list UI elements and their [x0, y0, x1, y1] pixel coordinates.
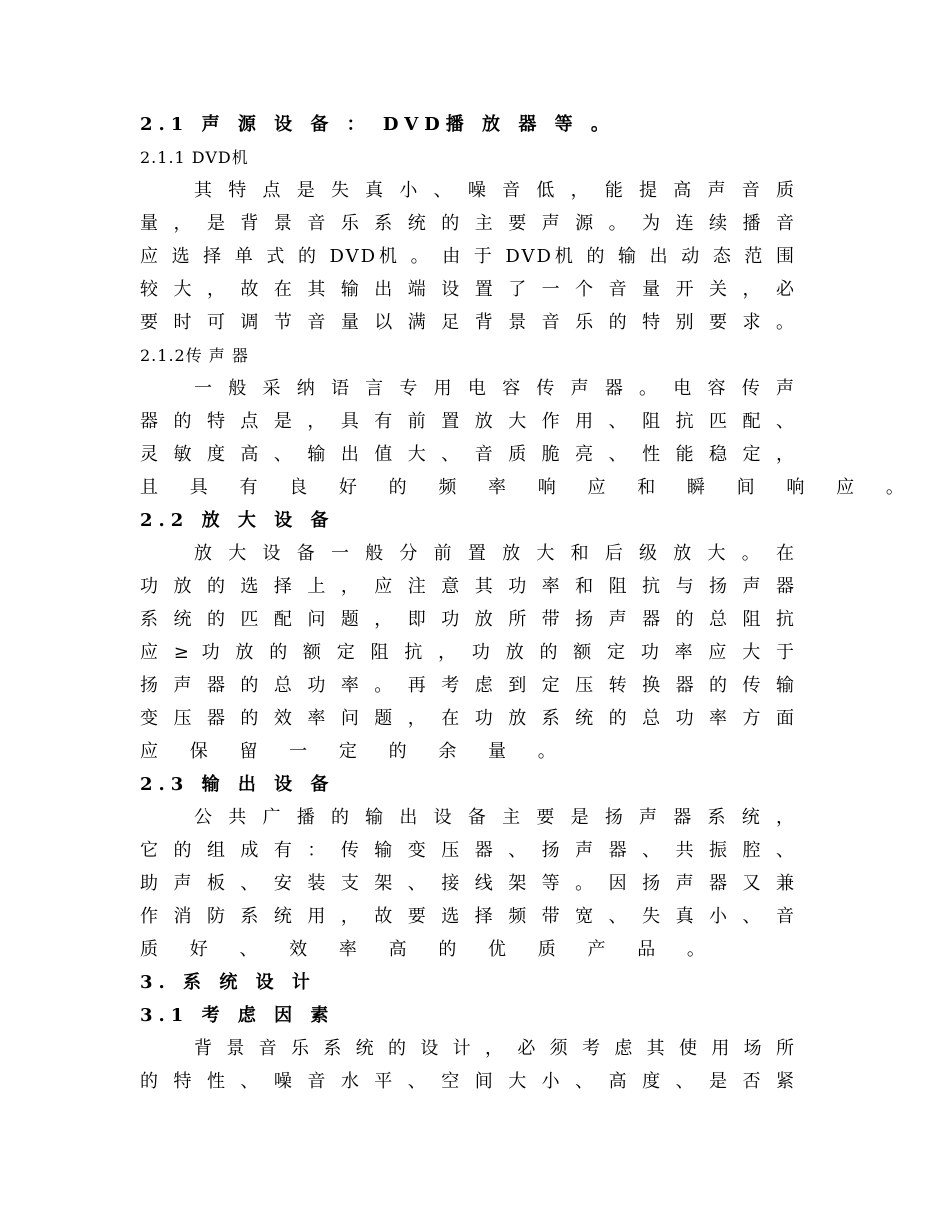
paragraph-line: 应 选 择 单 式 的 DVD机 。 由 于 DVD机 的 输 出 动 态 范 围 — [140, 246, 796, 267]
paragraph-line: 放 大 设 备 一 般 分 前 置 放 大 和 后 级 放 大 。 在 — [194, 543, 796, 564]
paragraph-line: 应 保 留 一 定 的 余 量 。 — [140, 741, 569, 762]
paragraph-line: 要 时 可 调 节 音 量 以 满 足 背 景 音 乐 的 特 别 要 求 。 — [140, 312, 796, 333]
heading-2-3: 2.3 输 出 设 备 — [140, 774, 335, 795]
paragraph-line: 变 压 器 的 效 率 问 题 ， 在 功 放 系 统 的 总 功 率 方 面 — [140, 708, 796, 729]
paragraph-line: 一 般 采 纳 语 言 专 用 电 容 传 声 器 。 电 容 传 声 — [194, 378, 796, 399]
paragraph-line: 扬 声 器 的 总 功 率 。 再 考 虑 到 定 压 转 换 器 的 传 输 — [140, 675, 796, 696]
heading-2-1: 2.1 声 源 设 备 ： DVD播 放 器 等 。 — [140, 114, 615, 135]
paragraph-line: 其 特 点 是 失 真 小 、 噪 音 低 ， 能 提 高 声 音 质 — [194, 180, 796, 201]
paragraph-line: 器 的 特 点 是 ， 具 有 前 置 放 大 作 用 、 阻 抗 匹 配 、 — [140, 411, 796, 432]
paragraph-line: 量 ， 是 背 景 音 乐 系 统 的 主 要 声 源 。 为 连 续 播 音 — [140, 213, 796, 234]
subheading-2-1-1: 2.1.1 DVD机 — [140, 148, 249, 167]
paragraph-line: 公 共 广 播 的 输 出 设 备 主 要 是 扬 声 器 系 统 ， — [194, 807, 796, 828]
document-page — [140, 108, 917, 1098]
paragraph-line: 较 大 ， 故 在 其 输 出 端 设 置 了 一 个 音 量 开 关 ， 必 — [140, 279, 796, 300]
paragraph-line: 背 景 音 乐 系 统 的 设 计 ， 必 须 考 虑 其 使 用 场 所 — [194, 1038, 796, 1059]
paragraph-line: 且 具 有 良 好 的 频 率 响 应 和 瞬 间 响 应 。 — [140, 477, 917, 498]
subheading-2-1-2: 2.1.2传 声 器 — [140, 346, 249, 365]
paragraph-line: 助 声 板 、 安 装 支 架 、 接 线 架 等 。 因 扬 声 器 又 兼 — [140, 873, 796, 894]
heading-3: 3. 系 统 设 计 — [140, 972, 316, 993]
heading-3-1: 3.1 考 虑 因 素 — [140, 1005, 335, 1026]
paragraph-line: 应 ≥ 功 放 的 额 定 阻 抗 ， 功 放 的 额 定 功 率 应 大 于 — [140, 642, 796, 663]
paragraph-line: 它 的 组 成 有 ： 传 输 变 压 器 、 扬 声 器 、 共 振 腔 、 — [140, 840, 796, 861]
heading-2-2: 2.2 放 大 设 备 — [140, 510, 335, 531]
paragraph-line: 作 消 防 系 统 用 ， 故 要 选 择 频 带 宽 、 失 真 小 、 音 — [140, 906, 796, 927]
paragraph-line: 功 放 的 选 择 上 ， 应 注 意 其 功 率 和 阻 抗 与 扬 声 器 — [140, 576, 796, 597]
paragraph-line: 质 好 、 效 率 高 的 优 质 产 品 。 — [140, 939, 718, 960]
paragraph-line: 灵 敏 度 高 、 输 出 值 大 、 音 质 脆 亮 、 性 能 稳 定 ， — [140, 444, 796, 465]
paragraph-line: 系 统 的 匹 配 问 题 ， 即 功 放 所 带 扬 声 器 的 总 阻 抗 — [140, 609, 796, 630]
paragraph-line: 的 特 性 、 噪 音 水 平 、 空 间 大 小 、 高 度 、 是 否 紧 — [140, 1071, 796, 1092]
